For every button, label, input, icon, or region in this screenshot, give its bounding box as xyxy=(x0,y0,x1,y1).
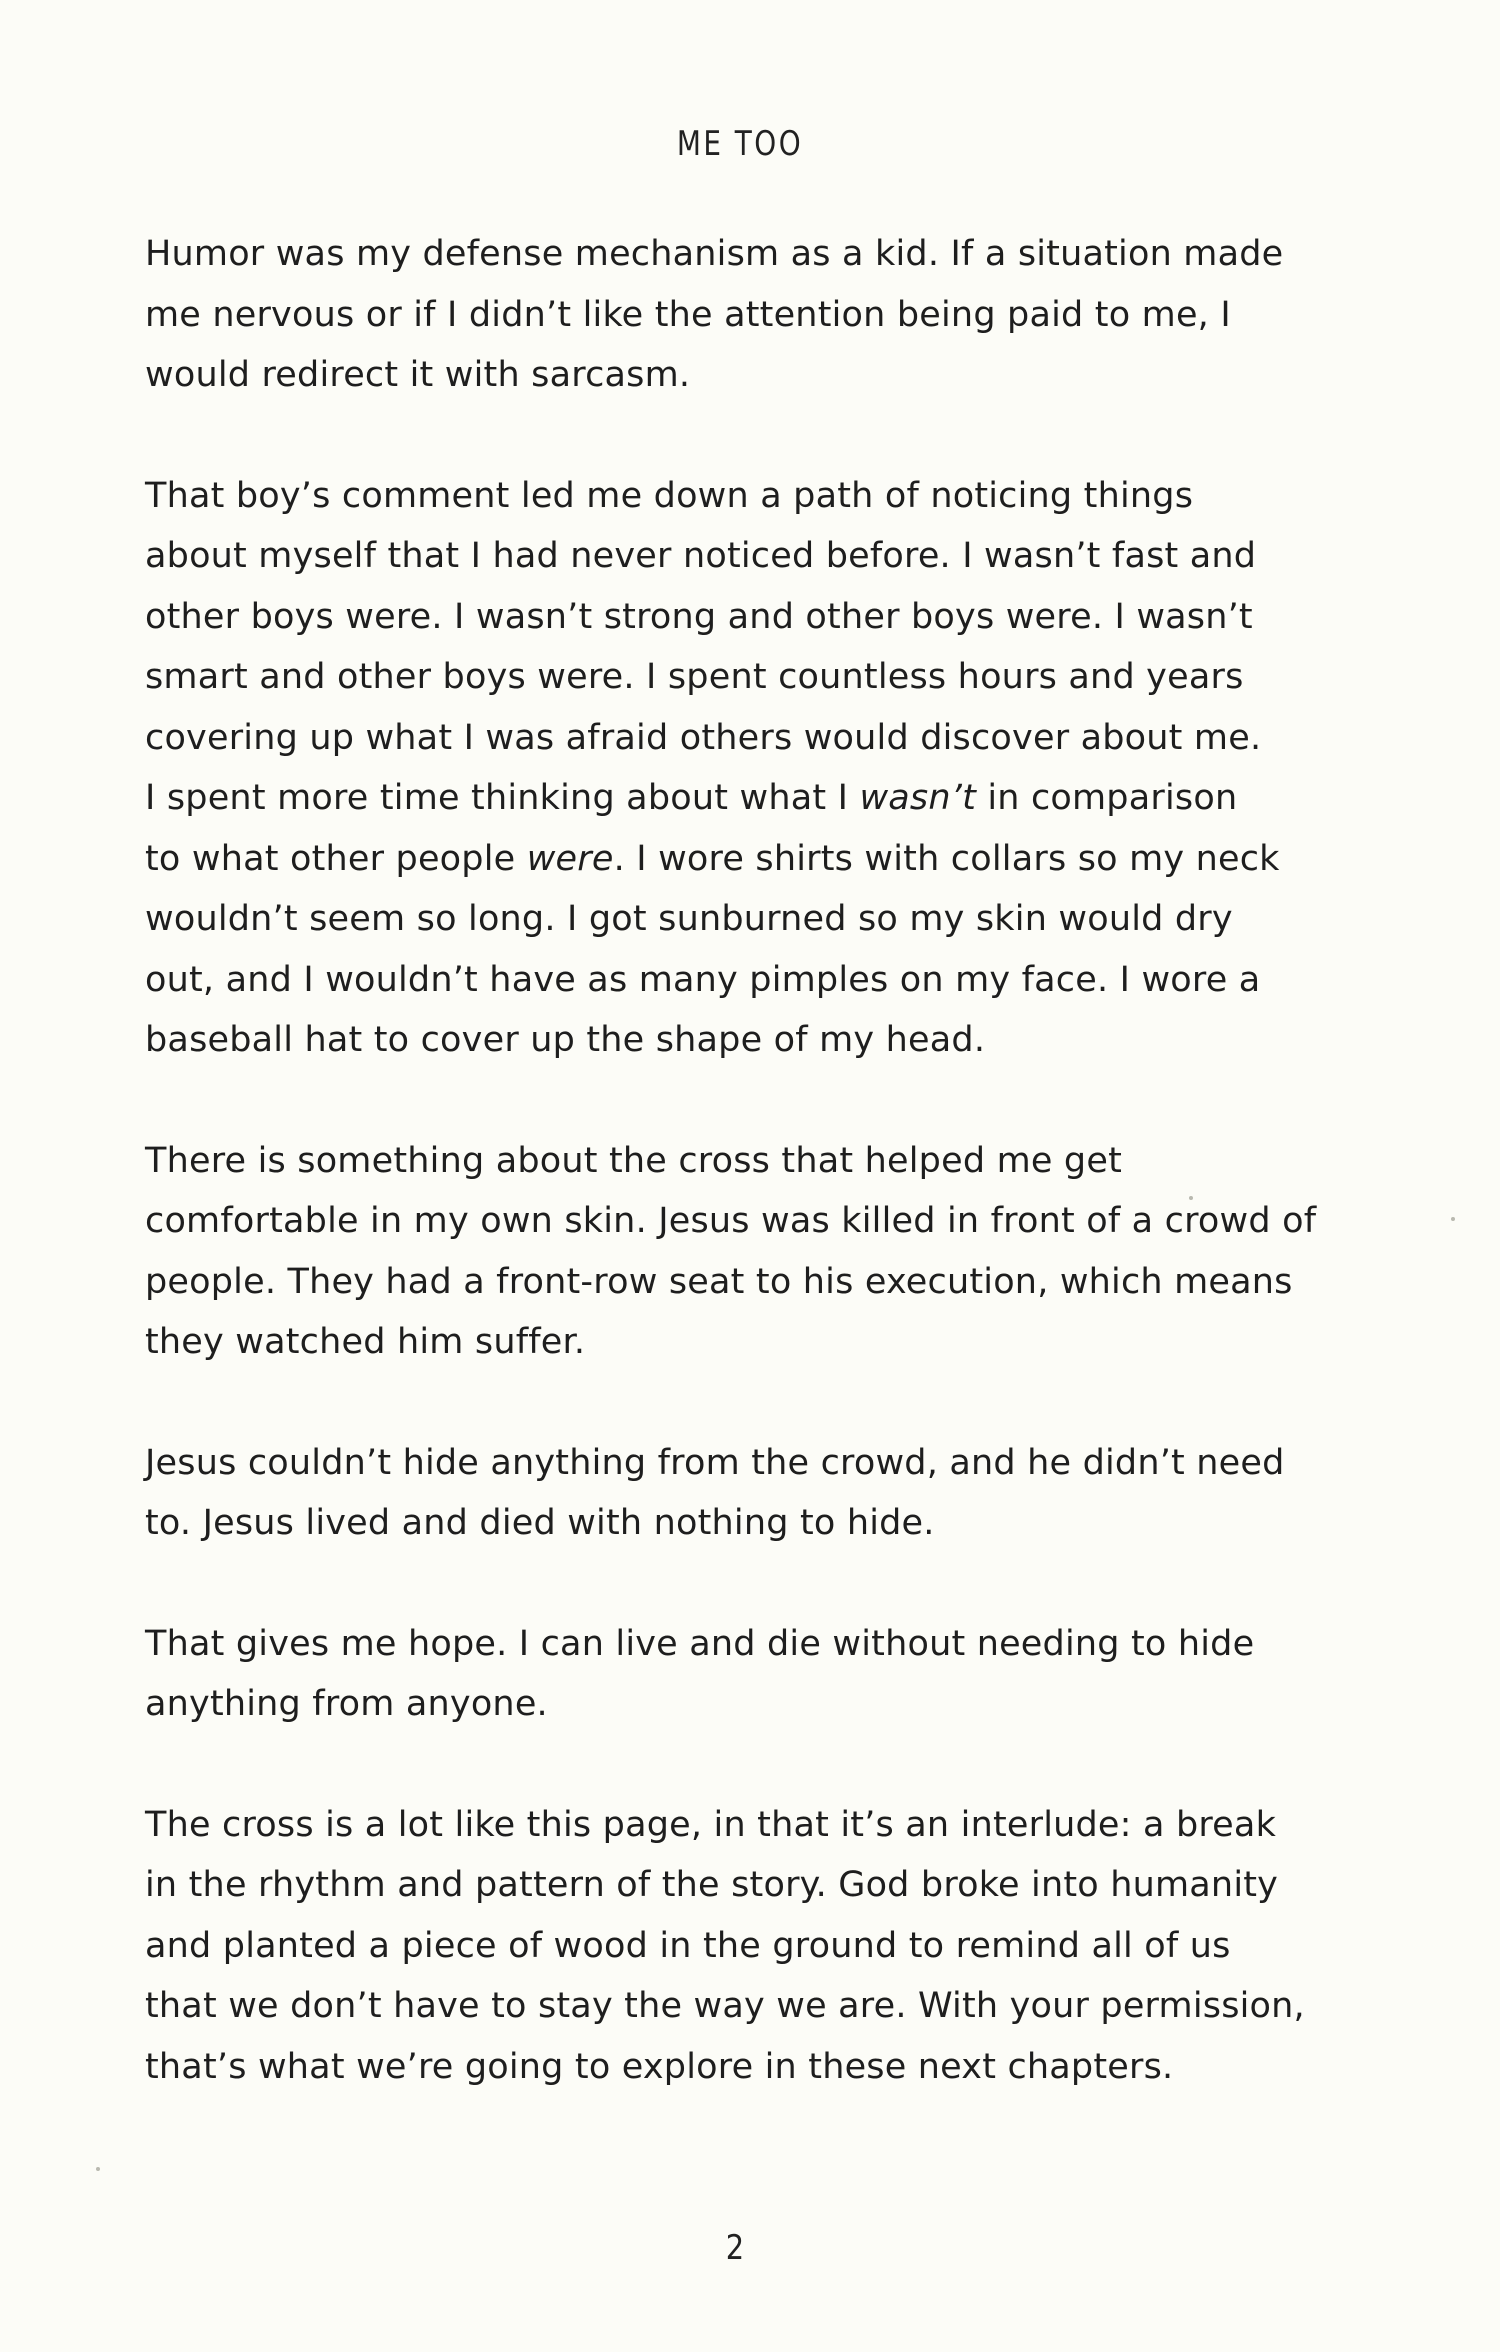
text-line-with-emphasis xyxy=(145,768,1345,829)
paragraph-3 xyxy=(145,1131,1345,1373)
text-segment: I spent more time thinking about what I xyxy=(145,778,860,818)
text-line: me nervous or if I didn’t like the attention being paid to me, I xyxy=(145,294,1231,335)
text-line: The cross is a lot like this page, in that it’s an interlude: a break xyxy=(145,1804,1277,1845)
paper-speck xyxy=(1189,1196,1193,1200)
text-line: There is something about the cross that helped me get xyxy=(145,1140,1122,1181)
text-line: baseball hat to cover up the shape of my head. xyxy=(145,1020,986,1060)
text-line: about myself that I had never noticed before. I wasn’t fast and xyxy=(145,536,1257,576)
text-line: that we don’t have to stay the way we are. With your permission, xyxy=(145,1986,1305,2026)
running-head: ME TOO xyxy=(676,124,804,164)
text-line: That boy’s comment led me down a path of noticing things xyxy=(145,475,1194,516)
text-line: wouldn’t seem so long. I got sunburned so my skin would dry xyxy=(145,899,1233,939)
text-line: in the rhythm and pattern of the story. God broke into humanity xyxy=(145,1865,1279,1905)
text-line: anything from anyone. xyxy=(145,1684,548,1724)
text-line: and planted a piece of wood in the ground to remind all of us xyxy=(145,1925,1231,1966)
text-line: people. They had a front-row seat to his execution, which means xyxy=(145,1261,1293,1302)
text-line: That gives me hope. I can live and die without needing to hide xyxy=(145,1623,1255,1664)
text-line: comfortable in my own skin. Jesus was killed in front of a crowd of xyxy=(145,1201,1317,1241)
page-number: 2 xyxy=(725,2228,745,2268)
body-text xyxy=(145,224,1345,2157)
text-line: would redirect it with sarcasm. xyxy=(145,355,691,395)
emphasis-were: were xyxy=(526,838,614,879)
paper-speck xyxy=(1451,1217,1455,1221)
text-line: other boys were. I wasn’t strong and other boys were. I wasn’t xyxy=(145,596,1253,637)
text-segment: in comparison xyxy=(987,778,1238,818)
text-line: that’s what we’re going to explore in these next chapters. xyxy=(145,2046,1174,2087)
text-line: to. Jesus lived and died with nothing to hide. xyxy=(145,1503,935,1543)
paper-speck xyxy=(96,2167,100,2171)
paragraph-5 xyxy=(145,1614,1345,1735)
text-line: they watched him suffer. xyxy=(145,1322,586,1362)
paragraph-4 xyxy=(145,1433,1345,1554)
text-line: smart and other boys were. I spent countless hours and years xyxy=(145,657,1244,697)
text-line: out, and I wouldn’t have as many pimples on my face. I wore a xyxy=(145,959,1261,1000)
emphasis-wasnt: wasn’t xyxy=(859,778,976,818)
text-segment: . I wore shirts with collars so my neck xyxy=(613,838,1280,879)
text-line: covering up what I was afraid others would discover about me. xyxy=(145,717,1262,758)
paragraph-1 xyxy=(145,224,1345,406)
paragraph-6 xyxy=(145,1795,1345,2098)
text-segment: to what other people xyxy=(145,838,527,879)
text-line: Jesus couldn’t hide anything from the crowd, and he didn’t need xyxy=(145,1442,1285,1483)
paragraph-2 xyxy=(145,466,1345,1071)
text-line: Humor was my defense mechanism as a kid. If a situation made xyxy=(145,234,1284,274)
text-line-with-emphasis xyxy=(145,829,1345,890)
